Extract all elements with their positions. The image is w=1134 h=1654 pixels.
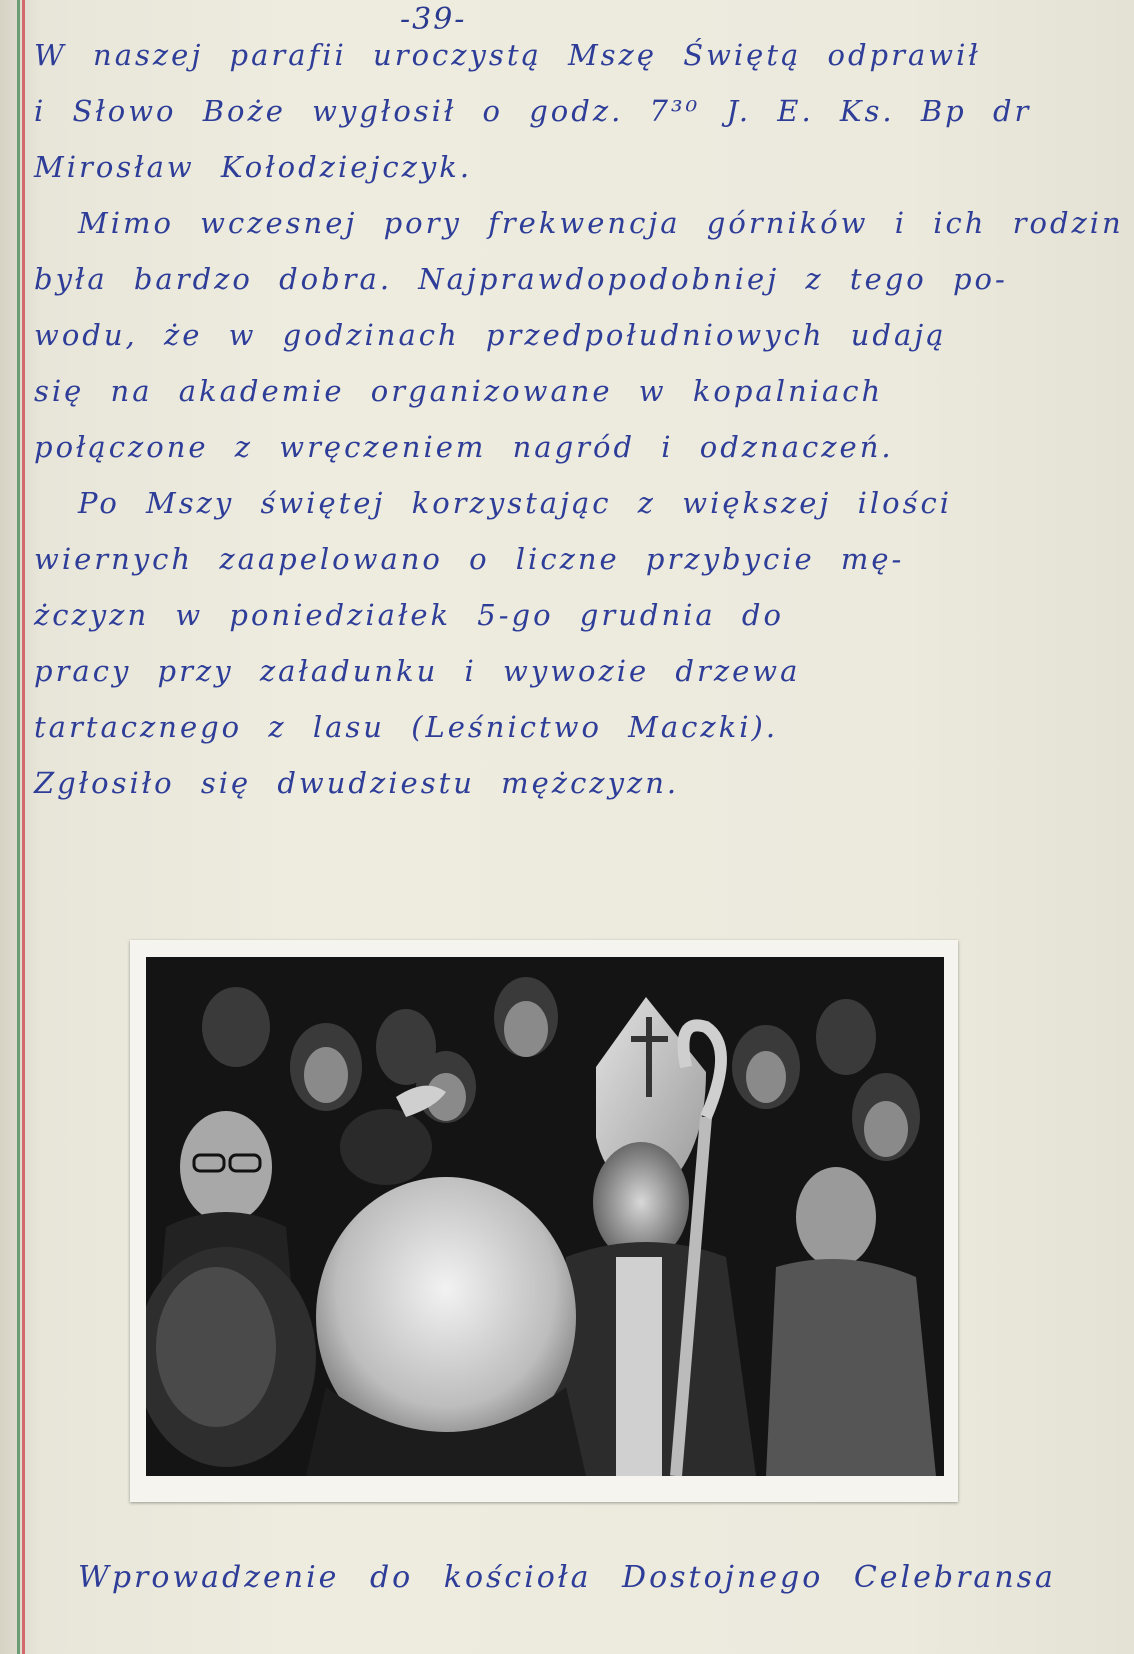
- handwritten-text: [34, 38, 1124, 822]
- photo-caption: Wprowadzenie do kościoła Dostojnego Celebransa: [78, 1560, 1056, 1595]
- page-number: -39-: [400, 2, 467, 37]
- text-line-1: W naszej parafii uroczystą Mszę Świętą odprawił: [34, 38, 981, 72]
- margin-line-red: [22, 0, 25, 1654]
- text-line-5: była bardzo dobra. Najprawdopodobniej z tego po-: [34, 262, 1008, 296]
- text-line-11: żczyzn w poniedziałek 5-go grudnia do: [34, 598, 784, 632]
- margin-line-green: [17, 0, 20, 1654]
- text-line-7: się na akademie organizowane w kopalniach: [34, 374, 884, 408]
- text-line-13: tartacznego z lasu (Leśnictwo Maczki).: [34, 710, 779, 744]
- text-line-8: połączone z wręczeniem nagród i odznaczeń.: [34, 430, 894, 464]
- text-line-4: Mimo wczesnej pory frekwencja górników i ich rodzin: [78, 206, 1124, 240]
- text-line-12: pracy przy załadunku i wywozie drzewa: [34, 654, 801, 688]
- text-line-14: Zgłosiło się dwudziestu mężczyzn.: [34, 766, 680, 800]
- text-line-2: i Słowo Boże wygłosił o godz. 7³⁰ J. E. Ks. Bp dr: [34, 94, 1032, 128]
- text-line-10: wiernych zaapelowano o liczne przybycie mę-: [34, 542, 905, 576]
- photo-mount: [130, 940, 958, 1502]
- text-line-6: wodu, że w godzinach przedpołudniowych udają: [34, 318, 947, 352]
- text-line-3: Mirosław Kołodziejczyk.: [34, 150, 473, 184]
- bishop-entrance-photo: [146, 957, 944, 1476]
- photo-illustration: [146, 957, 944, 1476]
- text-line-9: Po Mszy świętej korzystając z większej ilości: [78, 486, 953, 520]
